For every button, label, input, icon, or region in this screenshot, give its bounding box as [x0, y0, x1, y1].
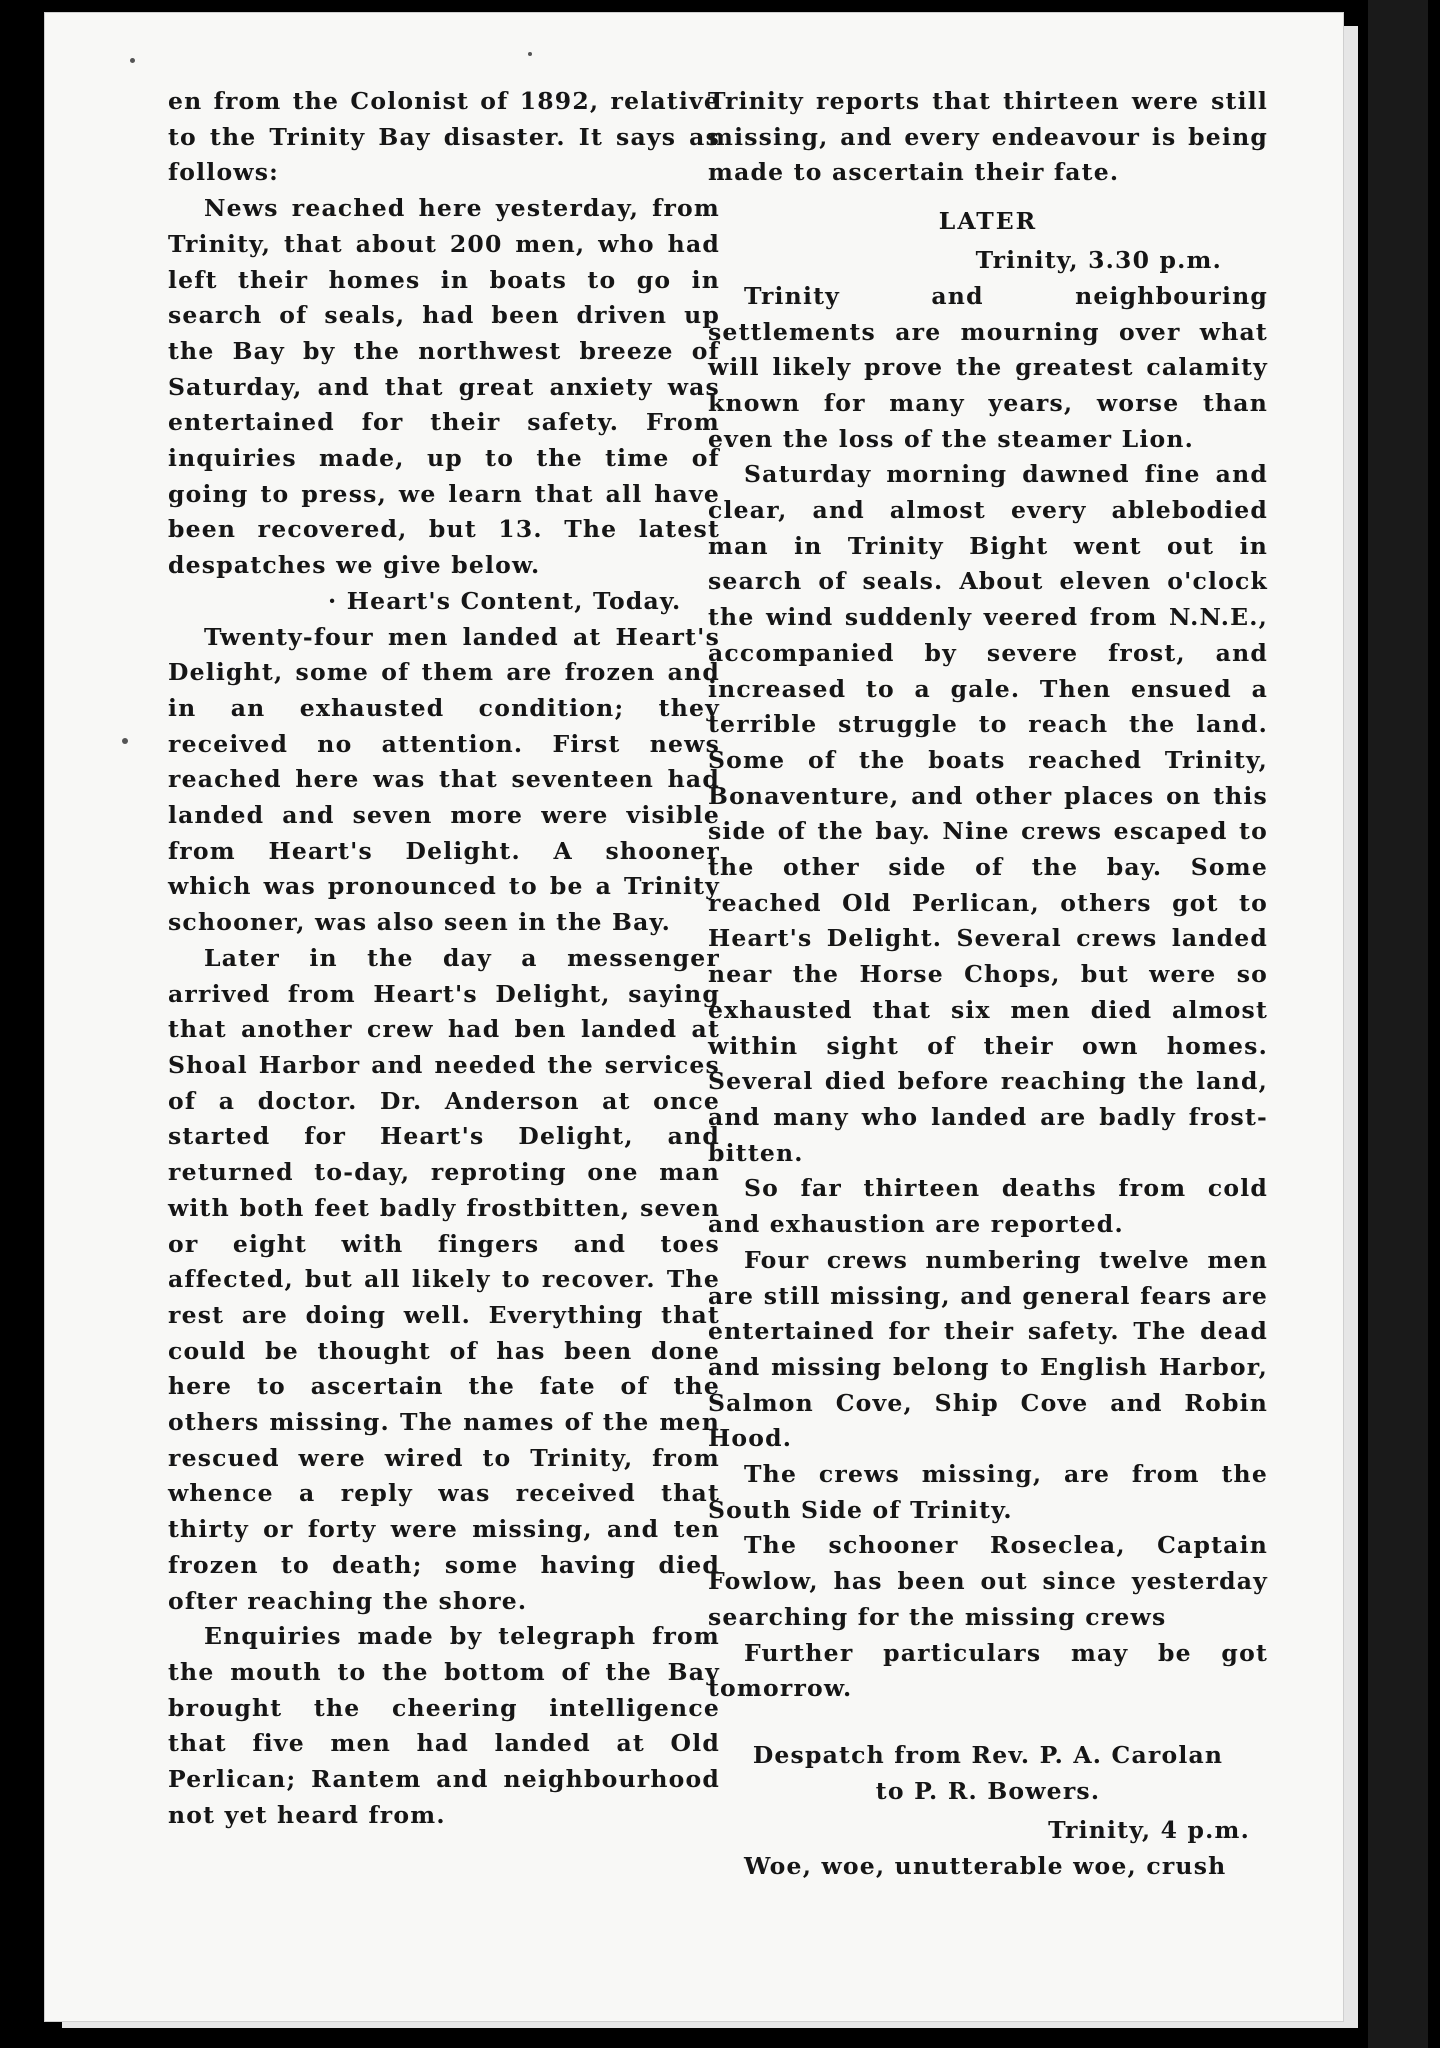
paragraph-trinity-reports: Trinity reports that thirteen were still missing, and every endeavour is being made to ascertain their fate.	[708, 87, 1268, 187]
paragraph-further-particulars: Further particulars may be got tomorrow.	[708, 1638, 1268, 1703]
heading-later: LATER	[938, 207, 1038, 236]
paragraph-woe: Woe, woe, unutterable woe, crush	[744, 1851, 1227, 1880]
paragraph-news-reached: News reached here yesterday, from Trinity, that about 200 men, who had left their homes in boats to go in search of seals, had been driven up the Bay by the northwest breeze of Saturday, and that great anxiety was entertained for their safety. From inquiries made, up to the time of going to press, we learn that all have been recovered, but 13. The latest despatches we give below.	[168, 194, 720, 580]
dateline-trinity-4pm: Trinity, 4 p.m.	[1048, 1815, 1250, 1844]
scan-speck	[122, 738, 128, 744]
paragraph-enquiries: Enquiries made by telegraph from the mouth to the bottom of the Bay brought the cheering intelligence that five men had landed at Old Perlican; Rantem and neighbourhood not yet heard from.	[168, 1622, 720, 1829]
paragraph-crews-missing: The crews missing, are from the South Side of Trinity.	[708, 1460, 1268, 1524]
newspaper-page	[44, 12, 1344, 2022]
scan-speck	[528, 52, 532, 56]
paragraph-twenty-four-men: Twenty-four men landed at Heart's Delight, some of them are frozen and in an exhausted condition; they received no attention. First news reached here was that seventeen had landed and seven more were visible from Heart's Delight. A shooner which was pronounced to be a Trinity schooner, was also seen in the Bay.	[168, 622, 720, 937]
dateline-hearts-content: · Heart's Content, Today.	[328, 586, 682, 615]
paragraph-intro: en from the Colonist of 1892, relative to the Trinity Bay disaster. It says as follows:	[168, 87, 720, 187]
despatch-heading	[708, 1737, 1268, 1809]
despatch-heading-line2: to P. R. Bowers.	[875, 1776, 1101, 1805]
right-column	[708, 84, 1268, 1884]
paragraph-four-crews: Four crews numbering twelve men are still missing, and general fears are entertained for their safety. The dead and missing belong to English Harbor, Salmon Cove, Ship Cove and Robin Hood.	[708, 1245, 1268, 1453]
paragraph-thirteen-deaths: So far thirteen deaths from cold and exhaustion are reported.	[708, 1174, 1268, 1239]
dateline-trinity-330: Trinity, 3.30 p.m.	[975, 246, 1222, 275]
scan-speck	[130, 58, 135, 63]
paragraph-saturday-morning: Saturday morning dawned fine and clear, and almost every ablebodied man in Trinity Bight went out in search of seals. About eleven o'clock the wind suddenly veered from N.N.E., accompanied by severe frost, and increased to a gale. Then ensued a terrible struggle to reach the land. Some of the boats reached Trinity, Bonaventure, and other places on this side of the bay. Nine crews escaped to the other side of the bay. Some reached Old Perlican, others got to Heart's Delight. Several crews landed near the Horse Chops, but were so exhausted that six men died almost within sight of their own homes. Several died before reaching the land, and many who landed are badly frost-bitten.	[708, 460, 1268, 1167]
left-column	[168, 84, 720, 1833]
despatch-heading-line1: Despatch from Rev. P. A. Carolan	[752, 1740, 1224, 1769]
paragraph-messenger: Later in the day a messenger arrived from Heart's Delight, saying that another crew had ben landed at Shoal Harbor and needed the services of a doctor. Dr. Anderson at once started for Heart's Delight, and returned to-day, reproting one man with both feet badly frostbitten, seven or eight with fingers and toes affected, but all likely to recover. The rest are doing well. Everything that could be thought of has been done here to ascertain the fate of the others missing. The names of the men rescued were wired to Trinity, from whence a reply was received that thirty or forty were missing, and ten frozen to death; some having died ofter reaching the shore.	[168, 943, 720, 1615]
paragraph-schooner-roseclea: The schooner Roseclea, Captain Fowlow, has been out since yesterday searching for the missing crews	[708, 1531, 1268, 1631]
paragraph-mourning: Trinity and neighbouring settlements are mourning over what will likely prove the greatest calamity known for many years, worse than even the loss of the steamer Lion.	[708, 281, 1268, 453]
scanner-edge-strip	[1368, 0, 1428, 2048]
